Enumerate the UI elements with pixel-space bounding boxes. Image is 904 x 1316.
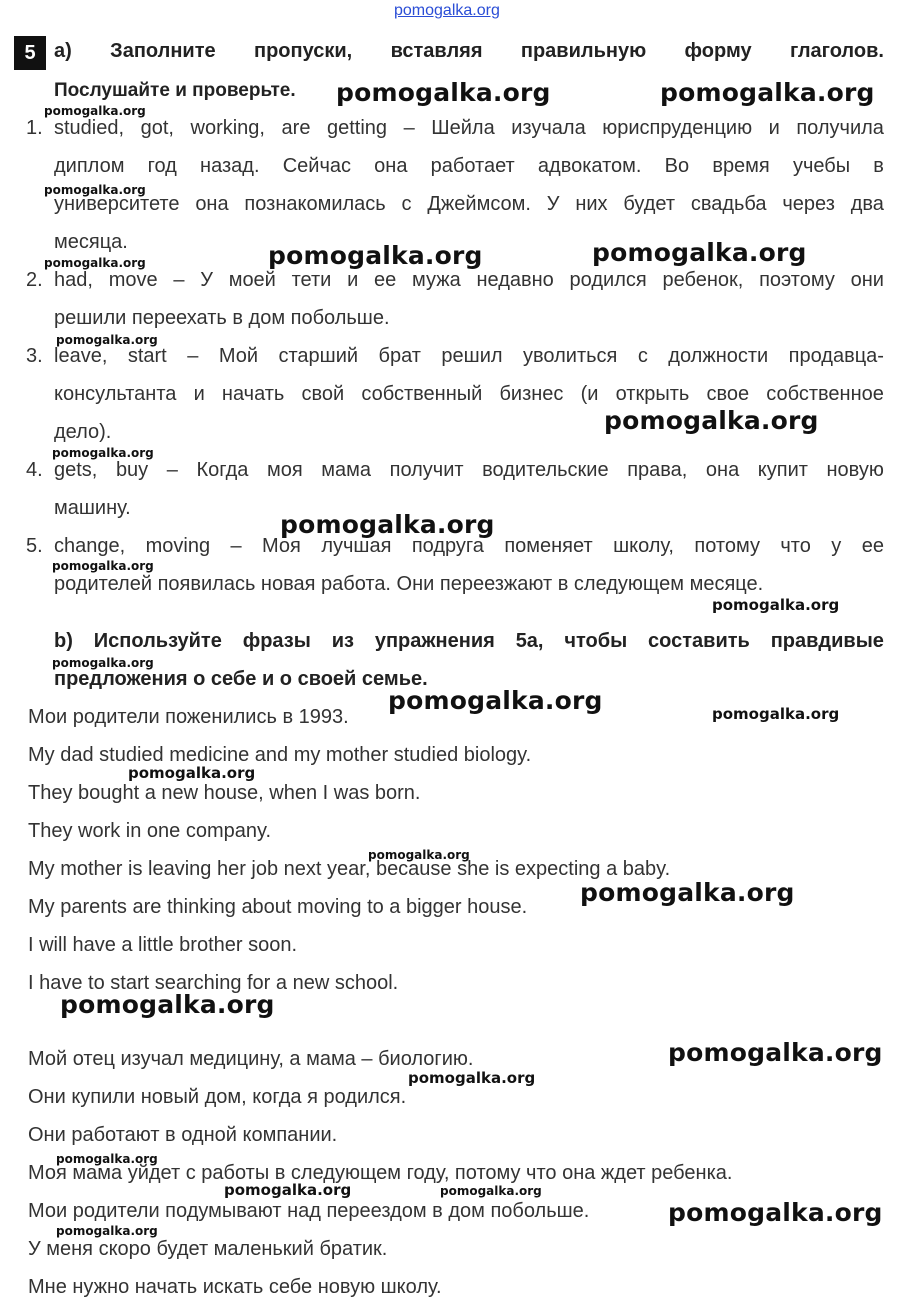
watermark: pomogalka.org bbox=[44, 256, 146, 270]
part-a-heading-line1 bbox=[54, 40, 884, 63]
watermark: pomogalka.org bbox=[388, 686, 603, 715]
watermark: pomogalka.org bbox=[440, 1184, 542, 1198]
word: моя bbox=[267, 459, 303, 481]
item-3-line-2 bbox=[54, 383, 884, 406]
word: права, bbox=[627, 459, 688, 481]
word: форму bbox=[684, 40, 752, 62]
word: are bbox=[281, 117, 311, 139]
word: Сейчас bbox=[282, 155, 351, 177]
word: (и bbox=[580, 383, 599, 405]
word: ребенок, bbox=[662, 269, 744, 291]
word: working, bbox=[190, 117, 265, 139]
answer-sentence: I have to start searching for a new school. bbox=[28, 972, 399, 994]
word: b) bbox=[54, 630, 73, 652]
word: a) bbox=[54, 40, 72, 62]
word: studied, bbox=[54, 117, 125, 139]
word: диплом bbox=[54, 155, 125, 177]
word: gets, bbox=[54, 459, 98, 481]
item-4-line-1 bbox=[54, 459, 884, 482]
watermark: pomogalka.org bbox=[604, 406, 819, 435]
item-number: 5. bbox=[26, 535, 43, 557]
answer-sentence: Мои родители поженились в 1993. bbox=[28, 706, 349, 728]
watermark: pomogalka.org bbox=[580, 878, 795, 907]
watermark: pomogalka.org bbox=[52, 446, 154, 460]
part-b-heading-line1 bbox=[54, 630, 884, 653]
word: had, bbox=[54, 269, 93, 291]
word: свое bbox=[706, 383, 750, 405]
watermark: pomogalka.org bbox=[56, 1224, 158, 1238]
exercise-number-badge: 5 bbox=[14, 36, 46, 70]
word: купит bbox=[757, 459, 808, 481]
word: бизнес bbox=[499, 383, 564, 405]
word: она bbox=[705, 459, 740, 481]
word: пропуски, bbox=[254, 40, 353, 62]
word: через bbox=[782, 193, 835, 215]
word: и bbox=[347, 269, 359, 291]
watermark: pomogalka.org bbox=[224, 1181, 352, 1199]
word: решил bbox=[441, 345, 503, 367]
word: учебы bbox=[792, 155, 851, 177]
word: getting bbox=[327, 117, 388, 139]
word: start bbox=[127, 345, 167, 367]
translation-sentence: Мне нужно начать искать себе новую школу. bbox=[28, 1276, 442, 1298]
watermark: pomogalka.org bbox=[408, 1069, 536, 1087]
word: у bbox=[831, 535, 842, 557]
translation-sentence: Они работают в одной компании. bbox=[28, 1124, 338, 1146]
word: Заполните bbox=[110, 40, 216, 62]
translation-sentence: Они купили новый дом, когда я родился. bbox=[28, 1086, 407, 1108]
watermark: pomogalka.org bbox=[668, 1198, 883, 1227]
word: и bbox=[768, 117, 780, 139]
word: Во bbox=[664, 155, 690, 177]
item-1-line-1 bbox=[54, 117, 884, 140]
item-1-line-4: месяца. bbox=[54, 231, 128, 253]
word: должности bbox=[668, 345, 769, 367]
word: свой bbox=[301, 383, 345, 405]
word: открыть bbox=[615, 383, 690, 405]
word: Джеймсом. bbox=[427, 193, 531, 215]
word: время bbox=[712, 155, 770, 177]
word: Шейла bbox=[431, 117, 495, 139]
answer-sentence: My mother is leaving her job next year, because she is expecting a baby. bbox=[28, 858, 671, 880]
word: составить bbox=[648, 630, 750, 652]
part-a-heading-line2: Послушайте и проверьте. bbox=[54, 80, 296, 101]
item-2-line-1 bbox=[54, 269, 884, 292]
word: Когда bbox=[196, 459, 249, 481]
watermark: pomogalka.org bbox=[52, 656, 154, 670]
word: уволиться bbox=[523, 345, 618, 367]
word: поэтому bbox=[759, 269, 835, 291]
word: школу, bbox=[613, 535, 674, 557]
item-1-line-3 bbox=[54, 193, 884, 216]
item-number: 2. bbox=[26, 269, 43, 291]
watermark: pomogalka.org bbox=[268, 241, 483, 270]
word: leave, bbox=[54, 345, 108, 367]
word: и bbox=[193, 383, 205, 405]
word: в bbox=[873, 155, 884, 177]
word: из bbox=[331, 630, 354, 652]
word: поменяет bbox=[504, 535, 593, 557]
watermark: pomogalka.org bbox=[60, 990, 275, 1019]
watermark: pomogalka.org bbox=[712, 705, 840, 723]
word: собственное bbox=[766, 383, 884, 405]
word: Моя bbox=[262, 535, 301, 557]
word: начать bbox=[221, 383, 285, 405]
word: упражнения bbox=[374, 630, 495, 652]
answer-sentence: My dad studied medicine and my mother studied biology. bbox=[28, 744, 532, 766]
word: она bbox=[374, 155, 408, 177]
word: новую bbox=[826, 459, 884, 481]
word: чтобы bbox=[564, 630, 628, 652]
watermark: pomogalka.org bbox=[56, 333, 158, 347]
part-b-heading-line2: предложения о себе и о своей семье. bbox=[54, 668, 428, 690]
word: подруга bbox=[411, 535, 484, 557]
watermark: pomogalka.org bbox=[56, 1152, 158, 1166]
watermark: pomogalka.org bbox=[52, 559, 154, 573]
word: – bbox=[166, 459, 178, 481]
watermark: pomogalka.org bbox=[368, 848, 470, 862]
item-3-line-1 bbox=[54, 345, 884, 368]
word: старший bbox=[278, 345, 359, 367]
word: got, bbox=[140, 117, 174, 139]
word: Мой bbox=[218, 345, 258, 367]
watermark: pomogalka.org bbox=[712, 596, 840, 614]
site-link[interactable]: pomogalka.org bbox=[394, 2, 500, 19]
word: – bbox=[230, 535, 242, 557]
word: родился bbox=[569, 269, 647, 291]
word: назад. bbox=[200, 155, 260, 177]
item-1-line-2 bbox=[54, 155, 884, 178]
word: водительские bbox=[482, 459, 609, 481]
word: брат bbox=[378, 345, 421, 367]
word: будет bbox=[623, 193, 675, 215]
answer-sentence: My parents are thinking about moving to a bigger house. bbox=[28, 896, 528, 918]
word: продавца- bbox=[788, 345, 884, 367]
answer-sentence: I will have a little brother soon. bbox=[28, 934, 298, 956]
word: глаголов. bbox=[789, 40, 884, 62]
word: что bbox=[780, 535, 811, 557]
word: них bbox=[575, 193, 608, 215]
word: 5a, bbox=[515, 630, 544, 652]
word: мама bbox=[321, 459, 372, 481]
item-number: 1. bbox=[26, 117, 43, 139]
translation-sentence: У меня скоро будет маленький братик. bbox=[28, 1238, 388, 1260]
item-number: 4. bbox=[26, 459, 43, 481]
word: собственный bbox=[361, 383, 483, 405]
translation-sentence: Мой отец изучал медицину, а мама – биологию. bbox=[28, 1048, 474, 1070]
watermark: pomogalka.org bbox=[336, 78, 551, 107]
item-4-line-2: машину. bbox=[54, 497, 131, 519]
word: два bbox=[850, 193, 884, 215]
word: правдивые bbox=[770, 630, 884, 652]
word: – bbox=[187, 345, 199, 367]
watermark: pomogalka.org bbox=[128, 764, 256, 782]
word: change, bbox=[54, 535, 126, 557]
watermark: pomogalka.org bbox=[44, 104, 146, 118]
word: лучшая bbox=[321, 535, 392, 557]
word: изучала bbox=[511, 117, 586, 139]
word: недавно bbox=[476, 269, 554, 291]
item-3-line-3: дело). bbox=[54, 421, 112, 443]
word: работает bbox=[430, 155, 515, 177]
word: моей bbox=[228, 269, 276, 291]
word: ее bbox=[374, 269, 397, 291]
translation-sentence: Мои родители подумывают над переездом в дом побольше. bbox=[28, 1200, 590, 1222]
word: она bbox=[195, 193, 229, 215]
answer-sentence: They work in one company. bbox=[28, 820, 272, 842]
word: получила bbox=[796, 117, 884, 139]
answer-sentence: They bought a new house, when I was born. bbox=[28, 782, 421, 804]
word: адвокатом. bbox=[537, 155, 642, 177]
word: университете bbox=[54, 193, 180, 215]
word: правильную bbox=[520, 40, 647, 62]
word: с bbox=[637, 345, 648, 367]
word: потому bbox=[694, 535, 760, 557]
word: консультанта bbox=[54, 383, 177, 405]
word: move bbox=[108, 269, 158, 291]
word: фразы bbox=[242, 630, 311, 652]
word: – bbox=[173, 269, 185, 291]
word: познакомилась bbox=[244, 193, 386, 215]
word: buy bbox=[115, 459, 149, 481]
word: ее bbox=[861, 535, 884, 557]
word: юриспруденцию bbox=[602, 117, 753, 139]
word: Используйте bbox=[93, 630, 222, 652]
word: вставляя bbox=[390, 40, 483, 62]
word: свадьба bbox=[690, 193, 767, 215]
item-2-line-2: решили переехать в дом побольше. bbox=[54, 307, 390, 329]
word: moving bbox=[145, 535, 211, 557]
word: с bbox=[401, 193, 412, 215]
word: год bbox=[147, 155, 177, 177]
word: У bbox=[200, 269, 213, 291]
item-5-line-2: родителей появилась новая работа. Они переезжают в следующем месяце. bbox=[54, 573, 764, 595]
word: получит bbox=[389, 459, 464, 481]
word: тети bbox=[291, 269, 332, 291]
word: мужа bbox=[412, 269, 461, 291]
watermark: pomogalka.org bbox=[592, 238, 807, 267]
word: они bbox=[850, 269, 884, 291]
item-number: 3. bbox=[26, 345, 43, 367]
watermark: pomogalka.org bbox=[44, 183, 146, 197]
word: У bbox=[546, 193, 560, 215]
translation-sentence: Моя мама уйдет с работы в следующем году, потому что она ждет ребенка. bbox=[28, 1162, 733, 1184]
watermark: pomogalka.org bbox=[668, 1038, 883, 1067]
watermark: pomogalka.org bbox=[280, 510, 495, 539]
word: – bbox=[403, 117, 415, 139]
watermark: pomogalka.org bbox=[660, 78, 875, 107]
